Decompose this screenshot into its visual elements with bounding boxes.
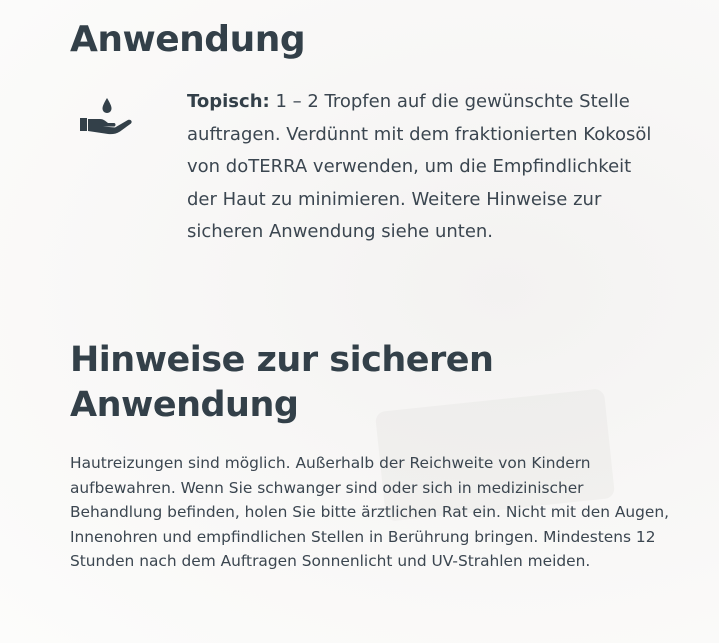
topical-description: 1 – 2 Tropfen auf die gewünschte Stelle auftragen. Verdünnt mit dem fraktionierten Kokosöl von doTERRA verwenden, um die Empfindlichkeit der Haut zu minimieren. Weitere Hinweise zur sicheren Anwendung siehe unten. [187,91,652,243]
hand-with-drop-icon [78,96,136,140]
safety-paragraph: Hautreizungen sind möglich. Außerhalb der Reichweite von Kindern aufbewahren. Wenn Sie schwanger sind oder sich in medizinischer Behandlung befinden, holen Sie bitte ärztlichen Rat ein. Nicht mit den Augen, Innenohren und empfindlichen Stellen in Berührung bringen. Mindestens 12 Stunden nach dem Auftragen Sonnenlicht und UV-Strahlen meiden. [70,454,670,570]
safety-heading: Hinweise zur sicheren Anwendung [70,340,494,425]
usage-heading: Anwendung [70,19,306,60]
topical-usage-text [187,86,657,249]
topical-label: Topisch: [187,91,270,112]
